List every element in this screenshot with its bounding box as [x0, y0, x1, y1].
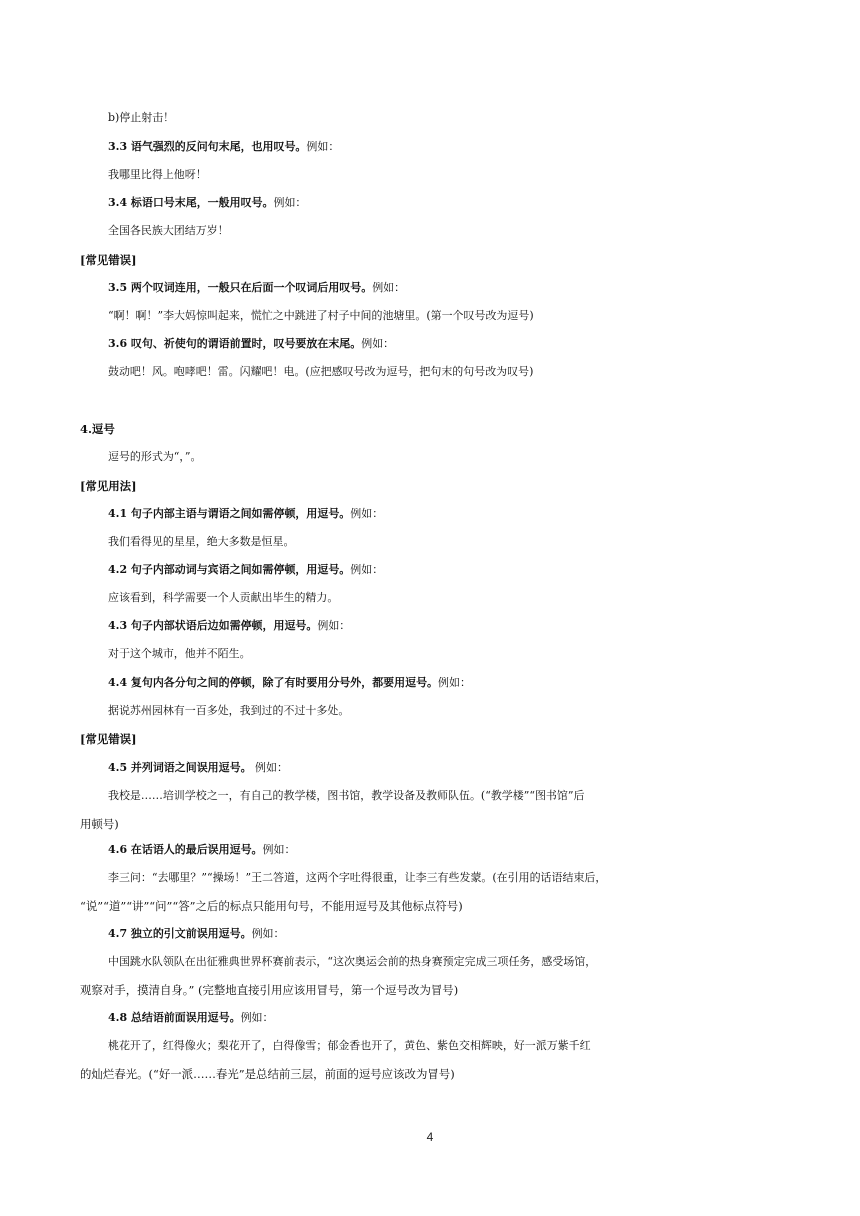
- example-text: 逗号的形式为“，”。: [108, 450, 202, 463]
- category-heading: [常见错误]: [80, 253, 137, 267]
- example-text: 中国跳水队领队在出征雅典世界杯赛前表示，“这次奥运会前的热身赛预定完成三项任务，感受场馆，: [108, 955, 597, 968]
- rule-title: 3.5 两个叹词连用，一般只在后面一个叹词后用叹号。: [108, 281, 373, 294]
- rule-title: 4.5 并列词语之间误用逗号。: [108, 761, 252, 774]
- rule-line: [0, 560, 860, 580]
- example-text: 我们看得见的星星，绝大多数是恒星。: [108, 535, 295, 548]
- rule-title: 4.6 在话语人的最后误用逗号。: [108, 843, 263, 856]
- example-text-continuation: 的灿烂春光。(“好一派……春光”是总结前三层，前面的逗号应该改为冒号): [80, 1067, 455, 1081]
- example-text: 据说苏州园林有一百多处，我到过的不过十多处。: [108, 704, 350, 717]
- example-text: 鼓动吧！风。咆哮吧！雷。闪耀吧！电。(应把感叹号改为逗号，把句末的句号改为叹号): [108, 365, 534, 378]
- rule-line: [0, 278, 860, 298]
- section-heading: 4.逗号: [80, 422, 115, 436]
- rule-suffix: 例如：: [251, 927, 285, 940]
- rule-line: [0, 673, 860, 693]
- example-text: 全国各民族大团结万岁！: [108, 224, 229, 237]
- example-text: 我哪里比得上他呀！: [108, 168, 207, 181]
- rule-suffix: 例如：: [317, 619, 351, 632]
- rule-suffix: 例如：: [350, 563, 384, 576]
- example-text-continuation: “说”“道”“讲”“问”“答”之后的标点只能用句号，不能用逗号及其他标点符号): [80, 899, 463, 913]
- example-text-continuation: 用顿号): [80, 817, 119, 831]
- category-heading: [常见用法]: [80, 479, 137, 493]
- rule-title: 3.3 语气强烈的反问句末尾，也用叹号。: [108, 140, 307, 153]
- rule-line: [0, 924, 860, 944]
- example-text: 李三问：“去哪里？”“操场！”王二答道，这两个字吐得很重，让李三有些发蒙。(在引用的话语结束后，: [108, 871, 607, 884]
- rule-line: [0, 137, 860, 157]
- example-text-continuation: 观察对手，摸清自身。” (完整地直接引用应该用冒号，第一个逗号改为冒号): [80, 983, 459, 997]
- rule-title: 3.6 叹句、祈使句的谓语前置时，叹号要放在末尾。: [108, 337, 362, 350]
- rule-line: [0, 504, 860, 524]
- example-text: 应该看到，科学需要一个人贡献出毕生的精力。: [108, 591, 339, 604]
- rule-suffix: 例如：: [350, 507, 384, 520]
- rule-suffix: 例如：: [306, 140, 340, 153]
- rule-line: [0, 193, 860, 213]
- rule-title: 4.7 独立的引文前误用逗号。: [108, 927, 252, 940]
- example-text: 桃花开了，红得像火；梨花开了，白得像雪；郁金香也开了，黄色、紫色交相辉映，好一派万紫千红: [108, 1039, 591, 1052]
- example-text: 对于这个城市，他并不陌生。: [108, 647, 251, 660]
- example-text: b)停止射击！: [108, 111, 175, 124]
- rule-title: 4.2 句子内部动词与宾语之间如需停顿，用逗号。: [108, 563, 351, 576]
- rule-title: 4.4 复句内各分句之间的停顿，除了有时要用分号外，都要用逗号。: [108, 676, 439, 689]
- rule-suffix: 例如：: [262, 843, 296, 856]
- rule-suffix: 例如：: [361, 337, 395, 350]
- rule-suffix: 例如：: [438, 676, 471, 689]
- page-number: 4: [426, 1130, 434, 1144]
- rule-line: [0, 1008, 860, 1028]
- rule-line: [0, 334, 860, 354]
- rule-title: 3.4 标语口号末尾，一般用叹号。: [108, 196, 274, 209]
- rule-title: 4.8 总结语前面误用逗号。: [108, 1011, 241, 1024]
- rule-line: [0, 840, 860, 860]
- rule-line: [0, 616, 860, 636]
- category-heading: [常见错误]: [80, 732, 137, 746]
- rule-suffix: 例如：: [273, 196, 307, 209]
- rule-suffix: 例如：: [251, 761, 288, 774]
- rule-suffix: 例如：: [372, 281, 406, 294]
- example-text: 我校是……培训学校之一，有自己的教学楼，图书馆，教学设备及教师队伍。(“教学楼”“图书馆”后: [108, 789, 585, 802]
- rule-line: [0, 758, 860, 778]
- example-text: “啊！啊！”李大妈惊叫起来，慌忙之中跳进了村子中间的池塘里。(第一个叹号改为逗号): [108, 309, 534, 322]
- rule-title: 4.3 句子内部状语后边如需停顿，用逗号。: [108, 619, 318, 632]
- rule-suffix: 例如：: [240, 1011, 274, 1024]
- rule-title: 4.1 句子内部主语与谓语之间如需停顿，用逗号。: [108, 507, 351, 520]
